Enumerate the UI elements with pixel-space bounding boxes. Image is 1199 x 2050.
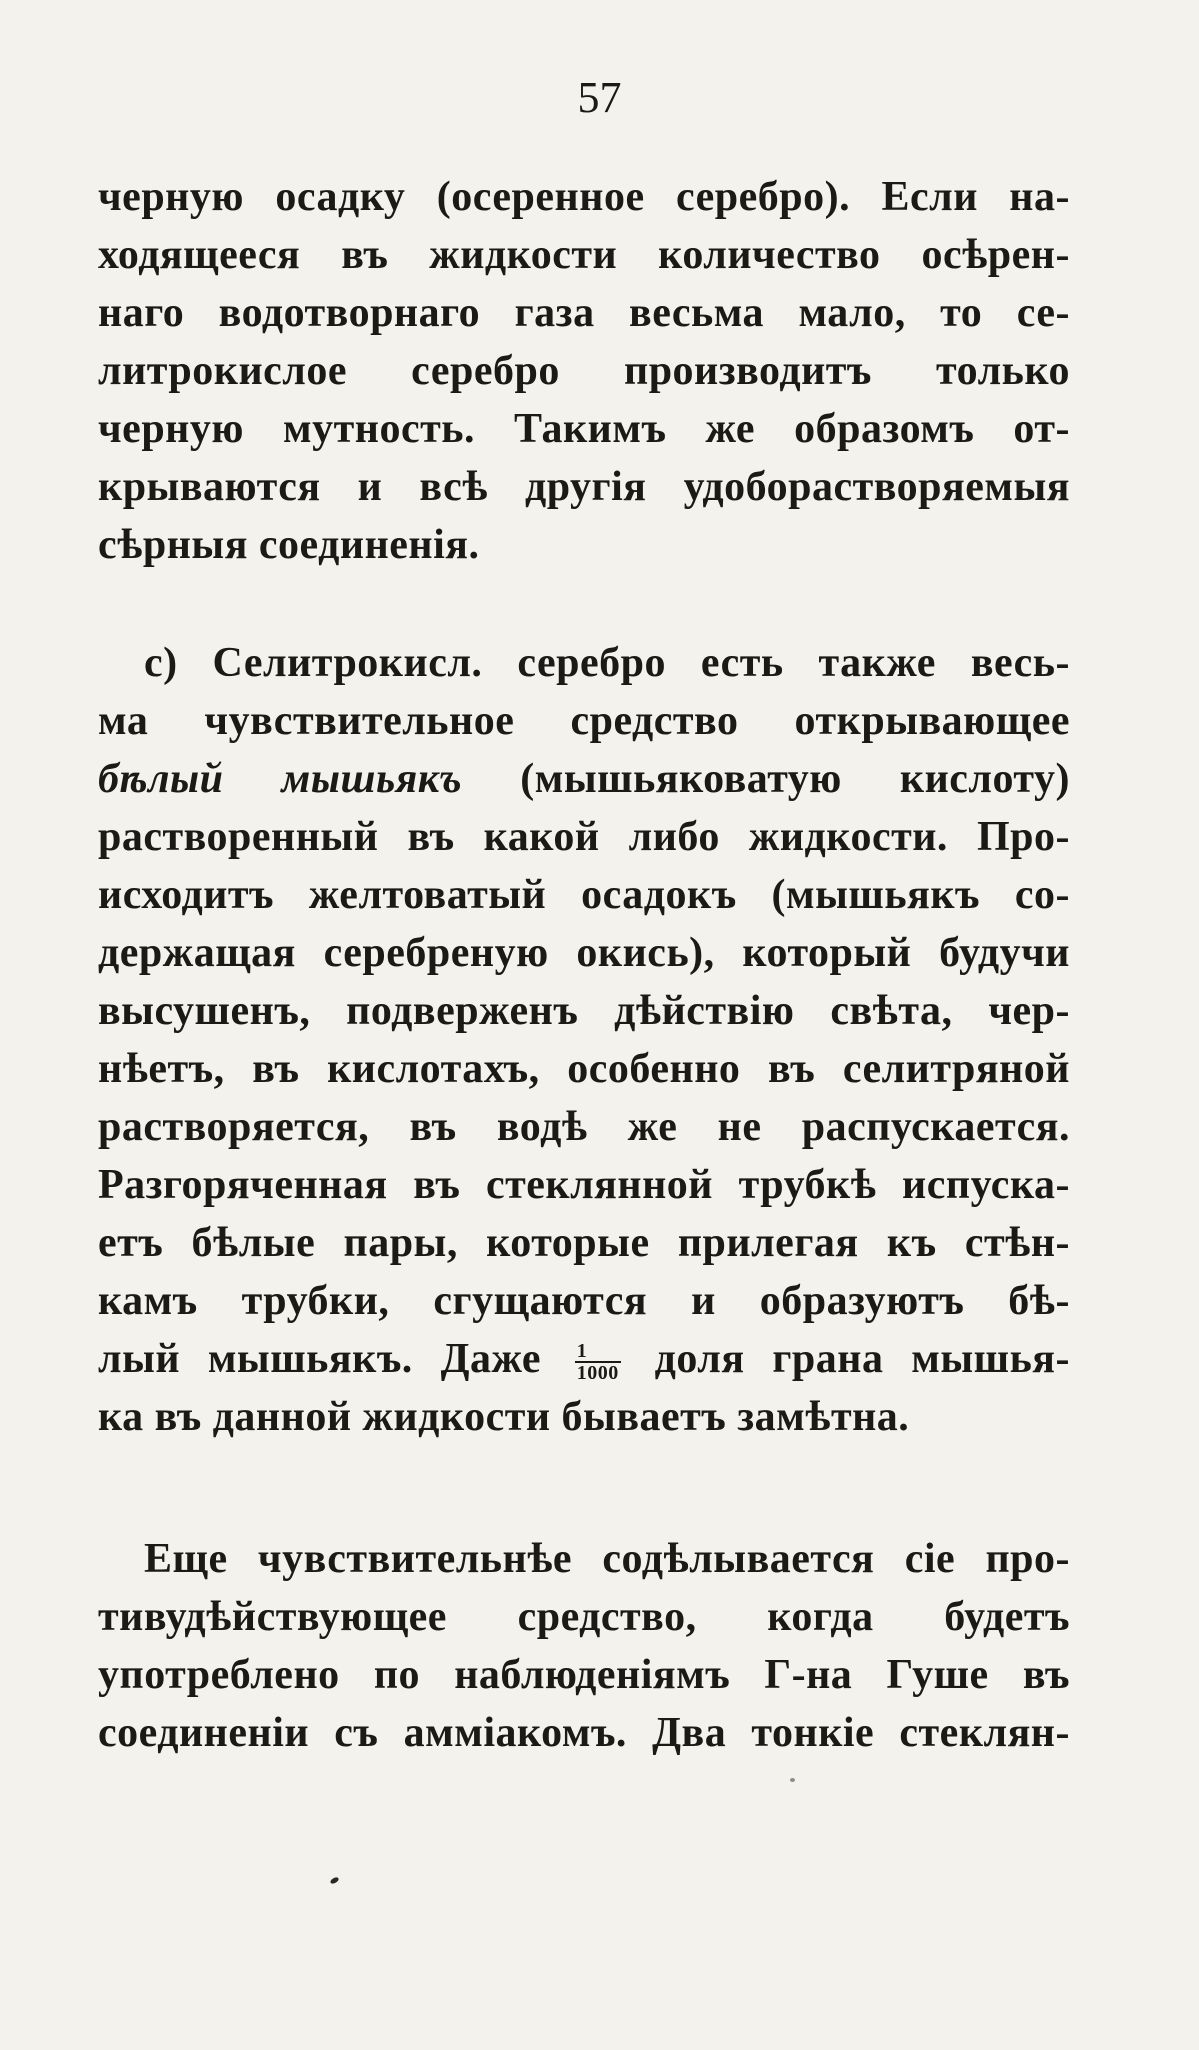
text-line: ка въ данной жидкости бываетъ замѣтна. xyxy=(98,1394,910,1440)
fraction-numerator: 1 xyxy=(575,1341,621,1363)
text-line: черную осадку (осеренное серебро). Если на- xyxy=(98,174,1070,220)
text-line: соединеніи съ аммiакомъ. Два тонкіе стеклян- xyxy=(98,1710,1070,1756)
text-line: употреблено по наблюденіямъ Г-на Гуше въ xyxy=(98,1652,1070,1698)
ink-speck xyxy=(329,1876,339,1885)
text-line: нѣетъ, въ кислотахъ, особенно въ селитряной xyxy=(98,1046,1070,1092)
paragraph-2 xyxy=(98,634,1070,1446)
fraction-denominator: 1000 xyxy=(576,1362,619,1385)
text-span: лый мышьякъ. Даже xyxy=(98,1336,542,1382)
text-line: растворенный въ какой либо жидкости. Про- xyxy=(98,814,1070,860)
fraction xyxy=(575,1341,621,1383)
text-line: етъ бѣлые пары, которые прилегая къ стѣн- xyxy=(98,1220,1070,1266)
paragraph-3 xyxy=(98,1530,1070,1762)
text-line xyxy=(98,750,1070,808)
text-line: растворяется, въ водѣ же не распускается. xyxy=(98,1104,1070,1150)
paragraph-1 xyxy=(98,168,1070,574)
text-span: (мышьяковатую кислоту) xyxy=(520,756,1070,802)
text-line: Разгоряченная въ стеклянной трубкѣ испуска- xyxy=(98,1162,1070,1208)
italic-term: бѣлый мышьякъ xyxy=(98,756,463,802)
text-line: ходящееся въ жидкости количество осѣрен- xyxy=(98,232,1070,278)
text-line: сѣрныя соединенія. xyxy=(98,522,480,568)
text-line: высушенъ, подверженъ дѣйствію свѣта, чер- xyxy=(98,988,1070,1034)
page-number: 57 xyxy=(577,73,622,122)
text-line: черную мутность. Такимъ же образомъ от- xyxy=(98,406,1070,452)
text-line: исходитъ желтоватый осадокъ (мышьякъ со- xyxy=(98,872,1070,918)
text-line: держащая серебреную окись), который будучи xyxy=(98,930,1070,976)
text-line: наго водотворнаго газа весьма мало, то се- xyxy=(98,290,1070,336)
text-line: камъ трубки, сгущаются и образуютъ бѣ- xyxy=(98,1278,1070,1324)
text-line: тивудѣйствующее средство, когда будетъ xyxy=(98,1594,1070,1640)
text-span: доля грана мышья- xyxy=(654,1336,1070,1382)
ink-speck xyxy=(790,1778,795,1782)
text-line: Еще чувствительнѣе содѣлывается сіе про- xyxy=(144,1536,1070,1582)
text-line: c) Селитрокисл. серебро есть также весь- xyxy=(144,640,1070,686)
text-line: литрокислое серебро производитъ только xyxy=(98,348,1070,394)
text-line: ма чувствительное средство открывающее xyxy=(98,698,1070,744)
text-line: крываются и всѣ другія удоборастворяемыя xyxy=(98,464,1070,510)
text-line xyxy=(98,1330,1070,1388)
